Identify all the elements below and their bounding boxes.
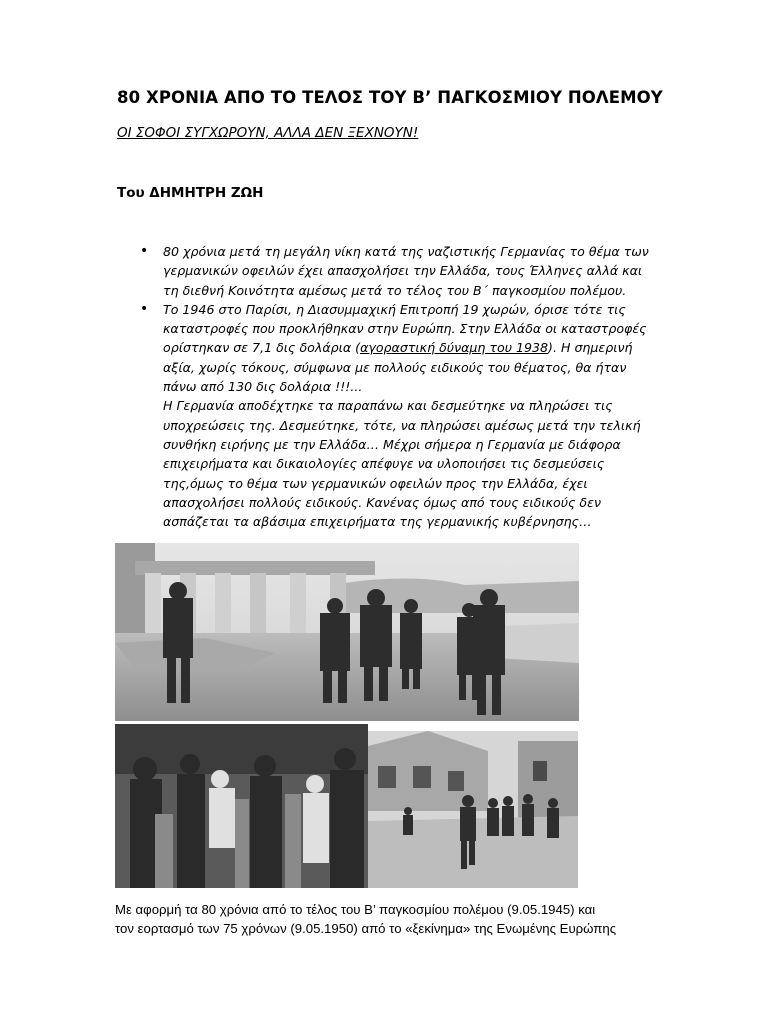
soldiers-street-photo	[368, 731, 578, 888]
closing-line: Με αφορμή τα 80 χρόνια από το τέλος του Β’ παγκοσμίου πολέμου (9.05.1945) και	[115, 902, 596, 917]
article-subtitle: ΟΙ ΣΟΦΟΙ ΣΥΓΧΩΡΟΥΝ, ΑΛΛΑ ΔΕΝ ΞΕΧΝΟΥΝ!	[117, 125, 419, 141]
bullet-text: 80 χρόνια μετά τη μεγάλη νίκη κατά της ναζιστικής Γερμανίας το θέμα των γερμανικών οφειλών έχει απασχολήσει την Ελλάδα, τους Έλληνες αλλά και τη διεθνή Κοινότητα αμέσως μετά το τέλος του Β΄ παγκοσμίου πολέμου.	[163, 244, 649, 298]
article-title: 80 ΧΡΟΝΙΑ ΑΠΟ ΤΟ ΤΕΛΟΣ ΤΟΥ Β’ ΠΑΓΚΟΣΜΙΟΥ ΠΟΛΕΜΟΥ	[117, 88, 663, 107]
closing-line: τον εορτασμό των 75 χρόνων (9.05.1950) από το «ξεκίνημα» της Ενωμένης Ευρώπης	[115, 921, 617, 936]
article-author: Του ΔΗΜΗΤΡΗ ΖΩΗ	[117, 185, 264, 201]
crowd-photo	[115, 724, 368, 888]
bullet-item	[140, 300, 660, 532]
acropolis-officers-photo	[115, 543, 579, 721]
bullet-list	[140, 242, 660, 531]
bullet-continuation: Η Γερμανία αποδέχτηκε τα παραπάνω και δεσμεύτηκε να πληρώσει τις υποχρεώσεις της. Δεσμεύτηκε, τότε, να πληρώσει αμέσως μετά την τελική συνθήκη ειρήνης με την Ελλάδα… Μέχρι σήμερα η Γερμανία με διάφορα επιχειρήματα και δικαιολογίες απέφυγε να υλοποιήσει τις δεσμεύσεις της,όμως το θέμα των γερμανικών οφειλών προς την Ελλάδα, έχει απασχολήσει πολλούς ειδικούς. Κανένας όμως από τους ειδικούς δεν ασπάζεται τα αβάσιμα επιχειρήματα της γερμανικής κυβέρνησης…	[163, 398, 641, 530]
bullet-item	[140, 242, 660, 300]
bullet-text: Το 1946 στο Παρίσι, η Διασυμμαχική Επιτροπή 19 χωρών, όρισε τότε τις καταστροφές που προκλήθηκαν στην Ευρώπη. Στην Ελλάδα οι καταστροφές ορίστηκαν σε 7,1 δις δολάρια (	[163, 301, 647, 356]
underlined-phrase: αγοραστική δύναμη του 1938	[360, 340, 549, 356]
bullet-text: ). Η σημερινή αξία, χωρίς τόκους, σύμφωνα με πολλούς ειδικούς του θέματος, θα ήταν πάνω από 130 δις δολάρια !!!...	[163, 340, 633, 395]
closing-paragraph	[115, 900, 675, 938]
